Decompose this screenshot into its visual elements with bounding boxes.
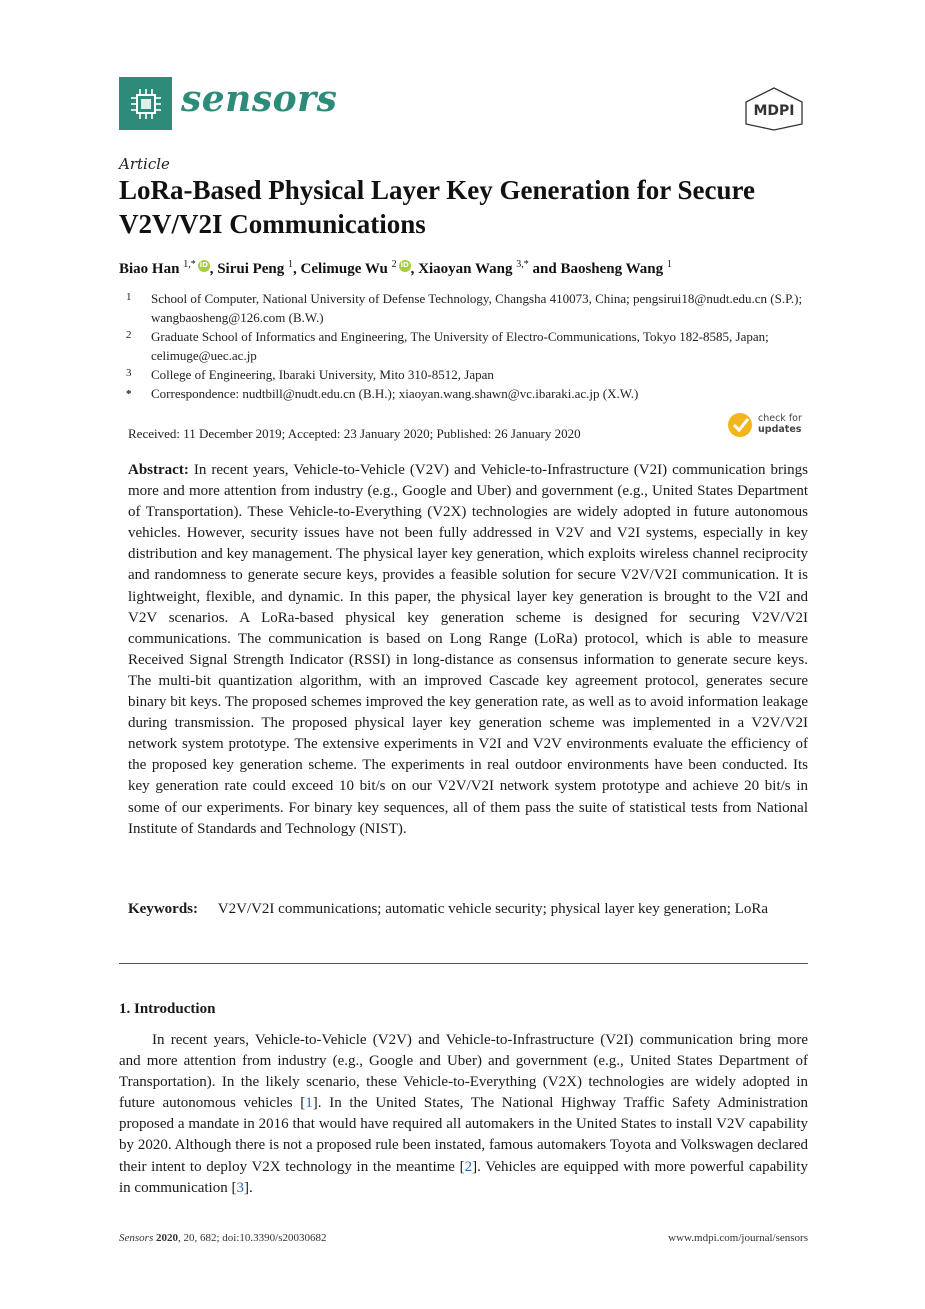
paragraph-text: ]. In the United States, The National Highway Traffic Safety Administration proposed a mandate in 2016 that would have required all automakers in the United States to install V2V capability by 2020. Although there is not a proposed rule been instated, famous automakers Toyota and Volkswagen declared their intent to deploy V2X technology in the meantime [ xyxy=(119,1095,808,1175)
citation-link[interactable]: 2 xyxy=(464,1158,473,1175)
abstract-text: In recent years, Vehicle-to-Vehicle (V2V) and Vehicle-to-Infrastructure (V2I) communication brings more and more attention from industry (e.g., Google and Uber) and government (e.g., United States Department of Transportation). These Vehicle-to-Everything (V2X) technologies are widely adopted in future autonomous vehicles. However, security issues have not been fully addressed in V2V and V2I systems, especially in key distribution and key management. The physical layer key generation, which exploits wireless channel reciprocity and randomness to generate secure keys, provides a feasible solution for secure V2V/V2I communication. It is lightweight, flexible, and dynamic. In this paper, the physical layer key generation is brought to the V2I and V2V scenarios. A LoRa-based physical key generation scheme is designed for securing V2V/V2I communications. The communication is based on Long Range (LoRa) protocol, which is able to measure Received Signal Strength Indicator (RSSI) in long-distance as consensus information to generate secure keys. The multi-bit quantization algorithm, with an improved Cascade key agreement protocol, generates secure binary bit keys. The proposed schemes improved the key generation rate, as well as to avoid information leakage during transmission. The proposed physical layer key generation scheme was implemented in a V2V/V2I network system prototype. The extensive experiments in V2I and V2V environments evaluate the efficiency of the proposed key generation scheme. The experiments in real outdoor environments have been conducted. Its key generation rate could exceed 10 bit/s on our V2V/V2I network system prototype and achieve 20 bit/s in some of our experiments. For binary key sequences, all of them pass the suite of statistical tests from National Institute of Standards and Technology (NIST). xyxy=(128,462,808,837)
check-updates-line2: updates xyxy=(758,424,802,435)
affiliation-mark: * xyxy=(126,388,132,400)
affiliation-mark: 1 xyxy=(126,291,132,303)
publication-dates: Received: 11 December 2019; Accepted: 23 January 2020; Published: 26 January 2020 xyxy=(128,426,581,441)
affiliation-text: College of Engineering, Ibaraki University, Mito 310-8512, Japan xyxy=(151,367,494,382)
check-updates-icon xyxy=(727,410,755,440)
author-name[interactable]: Sirui Peng xyxy=(217,261,285,277)
author-name[interactable]: Biao Han xyxy=(119,261,180,277)
section-heading: 1. Introduction xyxy=(119,1001,216,1017)
footer-journal: Sensors xyxy=(119,1232,154,1244)
journal-logo xyxy=(119,77,172,130)
affiliation-mark: 2 xyxy=(126,329,132,341)
journal-name: sensors xyxy=(181,78,338,120)
author-affiliation: 1 xyxy=(288,259,294,270)
citation-link[interactable]: 1 xyxy=(305,1095,313,1112)
author-name[interactable]: Xiaoyan Wang xyxy=(418,261,513,277)
orcid-icon[interactable] xyxy=(399,260,411,272)
keywords-label: Keywords: xyxy=(128,901,198,917)
correspondence-text: Correspondence: nudtbill@nudt.edu.cn (B.H.); xiaoyan.wang.shawn@vc.ibaraki.ac.jp (X.W.) xyxy=(151,386,639,401)
abstract xyxy=(128,460,808,840)
check-updates-line1: check for xyxy=(758,413,802,424)
author-list: Biao Han $^{1,*}$iD , Sirui Peng $^1$, Celimuge Wu $^2$iD , Xiaoyan Wang $^{3,*}$ and Baosheng Wang $^1$ xyxy=(119,259,672,278)
svg-text:MDPI: MDPI xyxy=(753,103,795,119)
keywords-text: V2V/V2I communications; automatic vehicle security; physical layer key generation; LoRa xyxy=(217,901,768,917)
paragraph-text: ]. xyxy=(243,1179,253,1196)
body-paragraph xyxy=(119,1030,808,1199)
citation-link[interactable]: 3 xyxy=(236,1179,244,1196)
author-affiliation: 2 xyxy=(391,259,397,270)
page-title: LoRa-Based Physical Layer Key Generation for Secure V2V/V2I Communications xyxy=(119,175,755,239)
keywords xyxy=(128,899,808,920)
footer-citation xyxy=(119,1232,327,1244)
footer-year: 2020 xyxy=(155,1232,178,1244)
author-affiliation: 3,* xyxy=(516,259,529,270)
mdpi-logo xyxy=(740,86,808,132)
footer-doi: , 20, 682; doi:10.3390/s20030682 xyxy=(177,1232,327,1244)
footer-url[interactable]: www.mdpi.com/journal/sensors xyxy=(668,1232,808,1244)
affiliations xyxy=(0,288,925,403)
paragraph-text: In recent years, Vehicle-to-Vehicle (V2V) and Vehicle-to-Infrastructure (V2I) communication bring more and more attention from industry (e.g., Google and Uber) and government (e.g., United States Department of Transportation). In the likely scenario, these Vehicle-to-Everything (V2X) technologies are widely adopted in future autonomous vehicles [ xyxy=(119,1032,808,1112)
author-name[interactable]: Celimuge Wu xyxy=(300,261,388,277)
author-affiliation: 1,* xyxy=(183,259,196,270)
divider xyxy=(119,963,808,964)
orcid-icon[interactable] xyxy=(198,260,210,272)
check-updates-badge[interactable] xyxy=(727,410,809,440)
author-name[interactable]: Baosheng Wang xyxy=(560,261,664,277)
affiliation-text: School of Computer, National University of Defense Technology, Changsha 410073, China; pengsirui18@nudt.edu.cn (S.P.); wangbaosheng@126.com (B.W.) xyxy=(151,291,803,325)
chip-icon xyxy=(128,86,164,122)
author-affiliation: 1 xyxy=(666,259,672,270)
affiliation-text: Graduate School of Informatics and Engineering, The University of Electro-Communications, Tokyo 182-8585, Japan; celimuge@uec.ac.jp xyxy=(151,329,769,363)
article-type: Article xyxy=(119,155,170,173)
abstract-label: Abstract: xyxy=(128,462,189,478)
paragraph-text: ]. Vehicles are equipped with more powerful capability in communication [ xyxy=(119,1158,808,1196)
affiliation-mark: 3 xyxy=(126,367,132,379)
